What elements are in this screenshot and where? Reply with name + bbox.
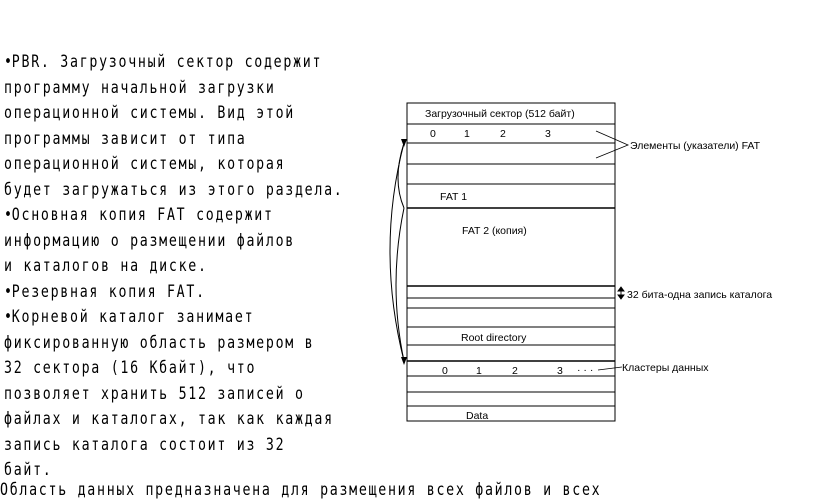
dir-record-label: 32 бита-одна запись каталога [627, 289, 773, 301]
dir-record-arrow [618, 287, 624, 299]
text-line-content: будет загружаться из этого раздела. [4, 179, 344, 200]
text-line-content: операционной системы, которая [4, 154, 286, 174]
bullet-marker: • [4, 52, 14, 72]
text-line-content: позволяет хранить 512 записей о [4, 383, 305, 404]
fat1-label: FAT 1 [440, 191, 468, 203]
data-area-description: Область данных предназначена для размещения всех файлов и всех [0, 480, 602, 500]
fat-elements-label: Элементы (указатели) FAT [630, 140, 761, 152]
text-line-content: фиксированную область размером в [4, 332, 315, 353]
bullet-marker: • [4, 281, 14, 302]
cluster-index-2: 2 [512, 365, 518, 377]
fat-index-1: 1 [464, 128, 470, 140]
left-curve-arrows [390, 143, 404, 361]
text-line-content: файлах и каталогах, так как каждая [4, 409, 334, 429]
text-line-content: 32 сектора (16 Кбайт), что [4, 358, 257, 378]
text-line-content: программы зависит от типа [4, 128, 247, 149]
text-line-content: программу начальной загрузки [4, 77, 276, 98]
clusters-callout-line [598, 367, 622, 370]
root-directory-label: Root directory [461, 332, 527, 344]
fat-index-0: 0 [430, 128, 436, 140]
text-line-content: Основная копия FAT содержит [11, 205, 274, 225]
fat-index-2: 2 [500, 128, 506, 140]
bullet-marker: • [4, 205, 14, 225]
cluster-index-1: 1 [476, 365, 482, 377]
text-line-content: и каталогов на диске. [4, 256, 208, 276]
text-line-content: Резервная копия FAT. [11, 281, 206, 302]
cluster-dots: · · · [577, 364, 594, 376]
text-line-content: байт. [4, 460, 53, 480]
cluster-index-0: 0 [442, 365, 448, 377]
left-arrow-heads [401, 139, 407, 365]
fat-elements-callout-lines [596, 131, 628, 158]
fat2-label: FAT 2 (копия) [462, 225, 527, 237]
cluster-index-3: 3 [557, 365, 563, 377]
text-line-content: Корневой каталог занимает [11, 307, 255, 327]
data-label: Data [466, 410, 489, 422]
boot-sector-label: Загрузочный сектор (512 байт) [425, 108, 575, 120]
text-line-content: информацию о размещении файлов [4, 230, 295, 251]
clusters-label: Кластеры данных [622, 362, 709, 374]
bullet-marker: • [4, 307, 14, 327]
text-line-content: операционной системы. Вид этой [4, 103, 295, 123]
text-line-content: PBR. Загрузочный сектор содержит [11, 52, 323, 72]
text-line-content: запись каталога состоит из 32 [4, 434, 286, 455]
fat-index-3: 3 [545, 128, 551, 140]
